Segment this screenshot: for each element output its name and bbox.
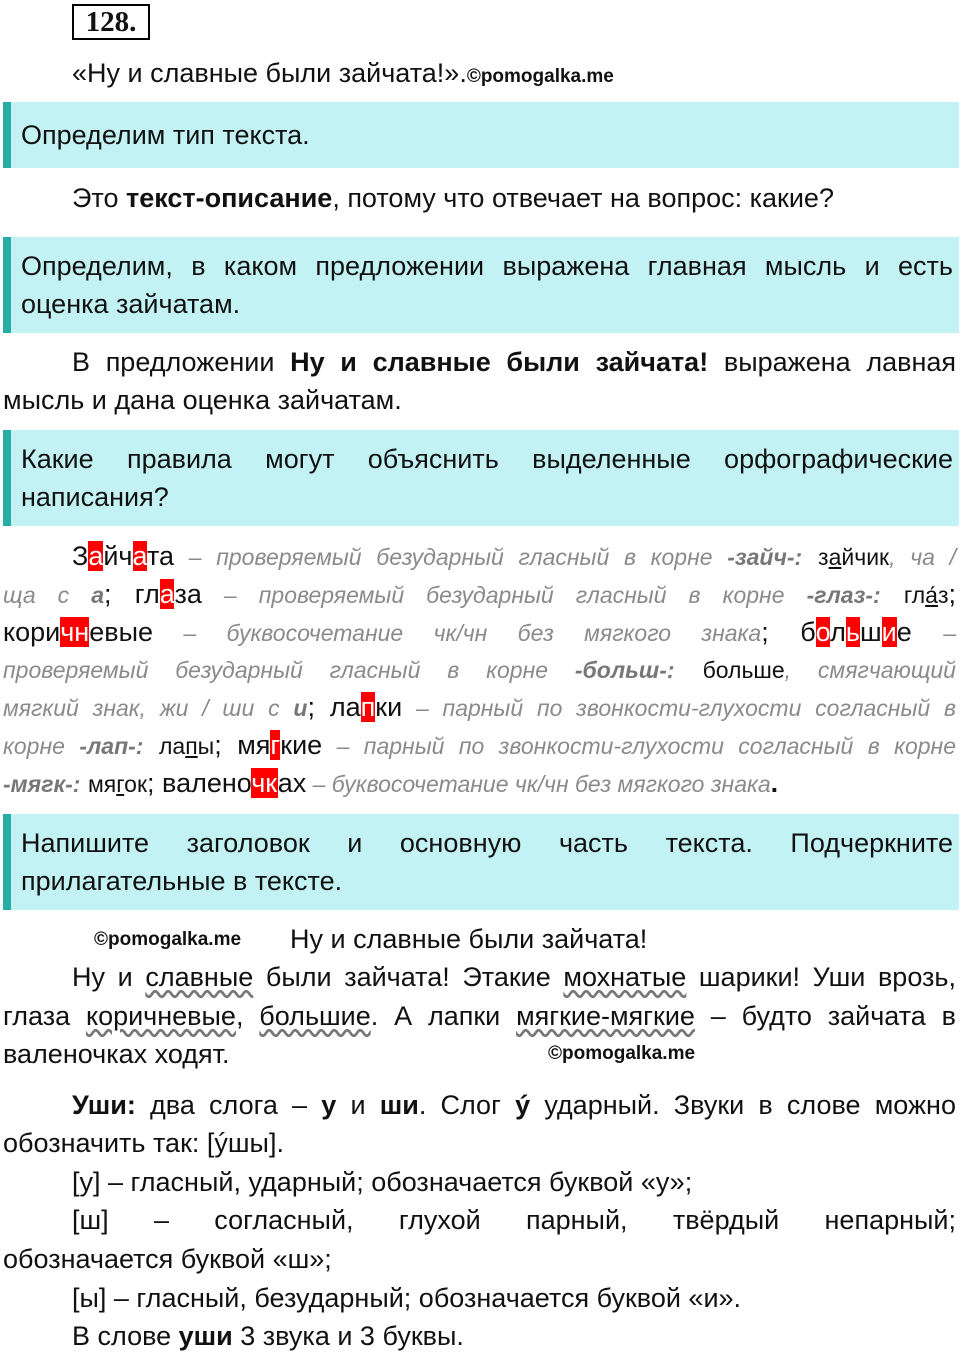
question-box-4 <box>3 814 959 910</box>
story-line-2: глаза коричневые, большие. А лапки мягкие-мягкие – будто зайчата в <box>3 1001 956 1031</box>
adjective-bolshie: большие <box>259 1001 371 1031</box>
question-box-1 <box>3 102 959 168</box>
story-title: Ну и славные были зайчата! <box>290 924 648 954</box>
story-line-1: Ну и славные были зайчата! Этакие мохнатые шарики! Уши врозь, <box>72 962 956 992</box>
example-myagok: мягок <box>87 771 148 797</box>
story-line-3: валеночках ходят. <box>3 1039 230 1069</box>
ortho-line-2: ща с а; глаза – проверяемый безударный гласный в корне -глаз-: гла́з; <box>3 579 956 609</box>
answer-1-bold: текст-описание <box>126 183 333 213</box>
ortho-line-6: корне -лап-: лапы; мягкие – парный по звонкости-глухости согласный в корне <box>3 730 956 760</box>
phon-line-3: [у] – гласный, ударный; обозначается буквой «у»; <box>72 1167 693 1197</box>
example-lapy: лапы <box>158 733 215 759</box>
question-4-line2: прилагательные в тексте. <box>21 866 343 896</box>
word-glaza: глаза <box>134 579 202 609</box>
answer-2-bold: Ну и славные были зайчата! <box>290 347 709 377</box>
task-number: 128. <box>72 4 150 40</box>
word-bolshie: большие <box>800 617 912 647</box>
title-quote <box>72 54 614 92</box>
question-3-line1: Какие правила могут объяснить выделенные орфографические <box>21 444 953 474</box>
question-3-line2: написания? <box>21 482 169 512</box>
ortho-line-5: мягкий знак, жи / ши с и; лапки – парный по звонкости-глухости согласный в <box>3 692 956 722</box>
phon-line-6: [ы] – гласный, безударный; обозначается буквой «и». <box>72 1283 742 1313</box>
question-4-line1: Напишите заголовок и основную часть текста. Подчеркните <box>21 828 953 858</box>
answer-1: Это текст-описание, потому что отвечает на вопрос: какие? <box>72 183 834 213</box>
question-box-3 <box>3 430 959 526</box>
question-2-line1: Определим, в каком предложении выражена главная мысль и есть <box>21 251 953 281</box>
answer-2-line1: В предложении Ну и славные были зайчата! выражена лавная <box>72 347 957 377</box>
word-zaichata: Зайчата <box>72 541 175 571</box>
watermark-2: ©pomogalka.me <box>94 929 242 950</box>
example-zaichik: зайчик <box>818 544 890 570</box>
adjective-slavnye: славные <box>145 962 254 992</box>
word-korichnevye: коричневые <box>3 617 154 647</box>
watermark: ©pomogalka.me <box>466 66 614 87</box>
phon-line-4: [ш] – согласный, глухой парный, твёрдый непарный; <box>72 1205 956 1235</box>
question-box-2 <box>3 237 959 333</box>
phon-line-5: обозначается буквой «ш»; <box>3 1244 332 1274</box>
phon-line-1: Уши: два слога – у и ши. Слог ý ударный. Звуки в слове можно <box>72 1090 956 1120</box>
word-valenochkah: валеночках <box>162 768 307 798</box>
phon-line-2: обозначить так: [ýшы]. <box>3 1128 284 1158</box>
adjective-korichnevye: коричневые <box>85 1001 236 1031</box>
watermark-3: ©pomogalka.me <box>548 1043 696 1064</box>
ortho-line-7: -мягк-: мягок; валеночках – буквосочетание чк/чн без мягкого знака. <box>3 768 779 798</box>
title-quote-text: «Ну и славные были зайчата!». <box>72 58 467 88</box>
adjective-myagkie: мягкие-мягкие <box>516 1001 695 1031</box>
word-lapki: лапки <box>329 692 403 722</box>
example-bolshe: больше <box>702 657 785 683</box>
ortho-line-1: Зайчата – проверяемый безударный гласный в корне -зайч-: зайчик, ча / <box>72 541 956 571</box>
phon-line-7: В слове уши 3 звука и 3 буквы. <box>72 1321 464 1351</box>
example-glaz: гла́з <box>903 582 949 608</box>
word-myagkie: мягкие <box>237 730 323 760</box>
ortho-line-4: проверяемый безударный гласный в корне -больш-: больше, смягчающий <box>3 657 956 683</box>
question-2-line2: оценка зайчатам. <box>21 289 241 319</box>
answer-2-line2: мысль и дана оценка зайчатам. <box>3 385 402 415</box>
ortho-line-3: коричневые – буквосочетание чк/чн без мягкого знака; большие – <box>3 617 956 647</box>
question-1: Определим тип текста. <box>21 120 310 150</box>
adjective-mohnatye: мохнатые <box>563 962 687 992</box>
